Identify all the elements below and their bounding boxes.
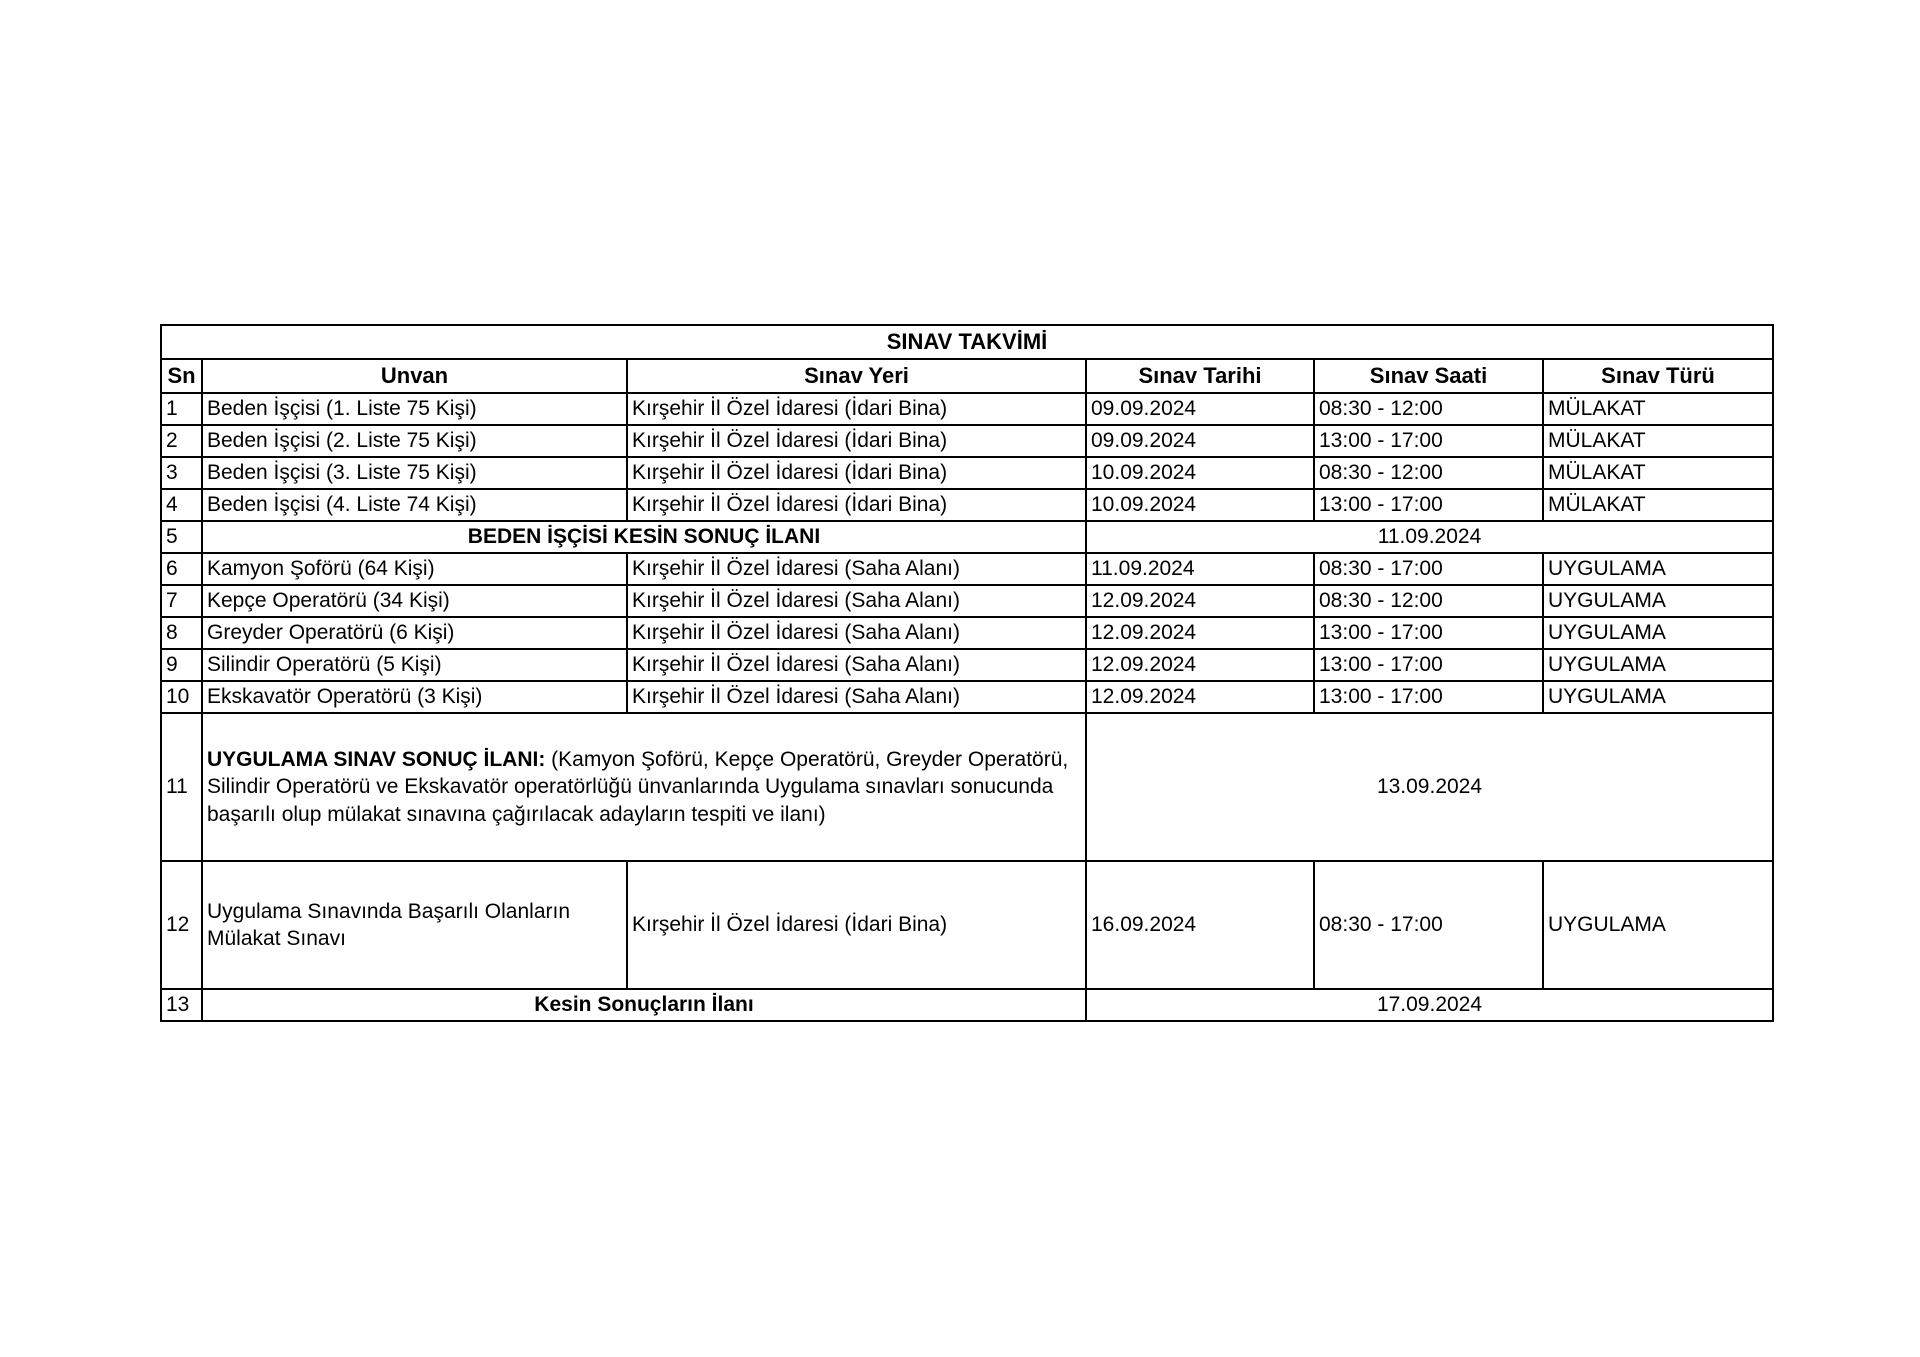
cell-tarih: 09.09.2024 — [1086, 425, 1314, 457]
cell-saat: 08:30 - 12:00 — [1314, 585, 1543, 617]
cell-sn: 8 — [161, 617, 202, 649]
cell-yer: Kırşehir İl Özel İdaresi (Saha Alanı) — [627, 649, 1086, 681]
cell-sn: 9 — [161, 649, 202, 681]
cell-saat: 08:30 - 12:00 — [1314, 457, 1543, 489]
table-row — [161, 861, 1773, 989]
cell-unvan: Kamyon Şoförü (64 Kişi) — [202, 553, 627, 585]
cell-yer: Kırşehir İl Özel İdaresi (İdari Bina) — [627, 457, 1086, 489]
cell-saat: 13:00 - 17:00 — [1314, 425, 1543, 457]
table-row-practical-results — [161, 713, 1773, 861]
cell-unvan: Greyder Operatörü (6 Kişi) — [202, 617, 627, 649]
cell-tarih: 09.09.2024 — [1086, 393, 1314, 425]
cell-tarih: 12.09.2024 — [1086, 617, 1314, 649]
header-sn: Sn — [161, 359, 202, 393]
header-sinav-turu: Sınav Türü — [1543, 359, 1773, 393]
cell-sn: 3 — [161, 457, 202, 489]
cell-yer: Kırşehir İl Özel İdaresi (Saha Alanı) — [627, 553, 1086, 585]
cell-saat: 13:00 - 17:00 — [1314, 681, 1543, 713]
cell-tur: MÜLAKAT — [1543, 489, 1773, 521]
cell-tur: UYGULAMA — [1543, 617, 1773, 649]
table-row — [161, 681, 1773, 713]
cell-tarih: 12.09.2024 — [1086, 649, 1314, 681]
cell-sn: 10 — [161, 681, 202, 713]
cell-unvan: Beden İşçisi (3. Liste 75 Kişi) — [202, 457, 627, 489]
table-row — [161, 489, 1773, 521]
cell-unvan: Kepçe Operatörü (34 Kişi) — [202, 585, 627, 617]
cell-tur: UYGULAMA — [1543, 553, 1773, 585]
table-row — [161, 585, 1773, 617]
cell-sn: 7 — [161, 585, 202, 617]
cell-sn: 13 — [161, 989, 202, 1021]
cell-tur: UYGULAMA — [1543, 681, 1773, 713]
cell-tur: UYGULAMA — [1543, 861, 1773, 989]
cell-sn: 1 — [161, 393, 202, 425]
cell-yer: Kırşehir İl Özel İdaresi (Saha Alanı) — [627, 617, 1086, 649]
cell-unvan: Beden İşçisi (1. Liste 75 Kişi) — [202, 393, 627, 425]
cell-saat: 08:30 - 17:00 — [1314, 553, 1543, 585]
cell-yer: Kırşehir İl Özel İdaresi (İdari Bina) — [627, 393, 1086, 425]
cell-result-label: BEDEN İŞÇİSİ KESİN SONUÇ İLANI — [202, 521, 1086, 553]
cell-unvan: Silindir Operatörü (5 Kişi) — [202, 649, 627, 681]
cell-unvan: Uygulama Sınavında Başarılı Olanların Mülakat Sınavı — [202, 861, 627, 989]
practical-results-detail: (Kamyon Şoförü, Kepçe Operatörü, Greyder Operatörü, Silindir Operatörü ve Ekskavatör operatörlüğü ünvanlarında Uygulama sınavları sonucunda başarılı olup mülakat sınavına çağırılacak adayların tespiti ve ilanı) — [207, 748, 1069, 826]
cell-saat: 13:00 - 17:00 — [1314, 649, 1543, 681]
cell-saat: 08:30 - 17:00 — [1314, 861, 1543, 989]
header-sinav-saati: Sınav Saati — [1314, 359, 1543, 393]
table-title: SINAV TAKVİMİ — [161, 325, 1773, 359]
table-row — [161, 649, 1773, 681]
exam-schedule-table — [160, 324, 1774, 1022]
cell-tur: UYGULAMA — [1543, 585, 1773, 617]
table-row — [161, 457, 1773, 489]
table-row-result-announcement — [161, 521, 1773, 553]
header-row — [161, 359, 1773, 393]
cell-unvan: Beden İşçisi (4. Liste 74 Kişi) — [202, 489, 627, 521]
table-row-final-results — [161, 989, 1773, 1021]
cell-tur: MÜLAKAT — [1543, 457, 1773, 489]
header-sinav-yeri: Sınav Yeri — [627, 359, 1086, 393]
cell-sn: 6 — [161, 553, 202, 585]
cell-saat: 08:30 - 12:00 — [1314, 393, 1543, 425]
cell-unvan: Beden İşçisi (2. Liste 75 Kişi) — [202, 425, 627, 457]
cell-practical-results-date: 13.09.2024 — [1086, 713, 1773, 861]
cell-practical-results-description — [202, 713, 1086, 861]
cell-final-results-date: 17.09.2024 — [1086, 989, 1773, 1021]
cell-tarih: 12.09.2024 — [1086, 585, 1314, 617]
cell-sn: 12 — [161, 861, 202, 989]
cell-result-date: 11.09.2024 — [1086, 521, 1773, 553]
table-row — [161, 617, 1773, 649]
cell-yer: Kırşehir İl Özel İdaresi (İdari Bina) — [627, 861, 1086, 989]
cell-sn: 5 — [161, 521, 202, 553]
cell-saat: 13:00 - 17:00 — [1314, 489, 1543, 521]
table-row — [161, 393, 1773, 425]
cell-unvan: Ekskavatör Operatörü (3 Kişi) — [202, 681, 627, 713]
cell-tur: MÜLAKAT — [1543, 393, 1773, 425]
cell-yer: Kırşehir İl Özel İdaresi (Saha Alanı) — [627, 681, 1086, 713]
cell-tur: UYGULAMA — [1543, 649, 1773, 681]
cell-yer: Kırşehir İl Özel İdaresi (İdari Bina) — [627, 425, 1086, 457]
table-row — [161, 425, 1773, 457]
cell-tarih: 16.09.2024 — [1086, 861, 1314, 989]
practical-results-title: UYGULAMA SINAV SONUÇ İLANI: — [207, 748, 546, 772]
cell-tarih: 10.09.2024 — [1086, 457, 1314, 489]
cell-tarih: 10.09.2024 — [1086, 489, 1314, 521]
cell-sn: 11 — [161, 713, 202, 861]
cell-sn: 2 — [161, 425, 202, 457]
cell-tarih: 12.09.2024 — [1086, 681, 1314, 713]
header-sinav-tarihi: Sınav Tarihi — [1086, 359, 1314, 393]
header-unvan: Unvan — [202, 359, 627, 393]
table-row — [161, 553, 1773, 585]
cell-yer: Kırşehir İl Özel İdaresi (Saha Alanı) — [627, 585, 1086, 617]
cell-tarih: 11.09.2024 — [1086, 553, 1314, 585]
cell-saat: 13:00 - 17:00 — [1314, 617, 1543, 649]
cell-tur: MÜLAKAT — [1543, 425, 1773, 457]
cell-sn: 4 — [161, 489, 202, 521]
cell-final-results-label: Kesin Sonuçların İlanı — [202, 989, 1086, 1021]
cell-yer: Kırşehir İl Özel İdaresi (İdari Bina) — [627, 489, 1086, 521]
